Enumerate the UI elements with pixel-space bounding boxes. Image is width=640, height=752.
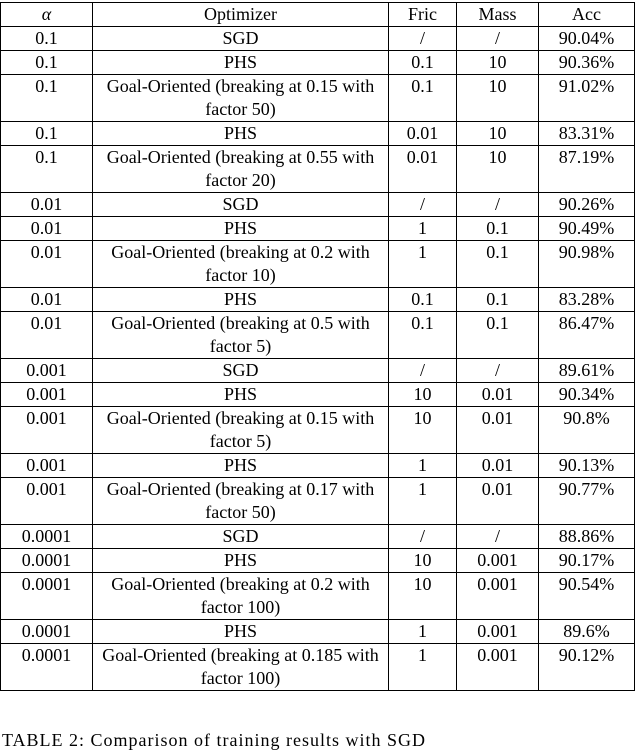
- cell-alpha: 0.01: [1, 241, 93, 288]
- cell-mass: /: [457, 193, 539, 217]
- cell-alpha: 0.001: [1, 383, 93, 407]
- cell-mass: 0.1: [457, 217, 539, 241]
- cell-optimizer: Goal-Oriented (breaking at 0.2 with factor 100): [93, 573, 389, 620]
- cell-alpha: 0.1: [1, 122, 93, 146]
- table-row: [1, 549, 635, 573]
- cell-acc: 90.12%: [539, 644, 635, 691]
- cell-mass: /: [457, 27, 539, 51]
- header-mass: Mass: [457, 3, 539, 27]
- cell-acc: 86.47%: [539, 312, 635, 359]
- cell-alpha: 0.1: [1, 27, 93, 51]
- cell-optimizer: PHS: [93, 288, 389, 312]
- cell-acc: 83.31%: [539, 122, 635, 146]
- cell-acc: 90.26%: [539, 193, 635, 217]
- cell-acc: 90.8%: [539, 407, 635, 454]
- cell-optimizer: Goal-Oriented (breaking at 0.15 with factor 5): [93, 407, 389, 454]
- cell-alpha: 0.1: [1, 75, 93, 122]
- cell-alpha: 0.01: [1, 193, 93, 217]
- cell-acc: 90.36%: [539, 51, 635, 75]
- cell-fric: 1: [389, 644, 457, 691]
- cell-alpha: 0.0001: [1, 620, 93, 644]
- cell-mass: /: [457, 525, 539, 549]
- table-row: [1, 359, 635, 383]
- cell-acc: 90.98%: [539, 241, 635, 288]
- cell-fric: 0.01: [389, 122, 457, 146]
- table-row: [1, 644, 635, 691]
- cell-mass: /: [457, 359, 539, 383]
- cell-mass: 10: [457, 122, 539, 146]
- cell-alpha: 0.001: [1, 359, 93, 383]
- cell-mass: 0.001: [457, 573, 539, 620]
- cell-fric: 0.01: [389, 146, 457, 193]
- cell-fric: 0.1: [389, 75, 457, 122]
- cell-alpha: 0.1: [1, 51, 93, 75]
- table-row: [1, 407, 635, 454]
- cell-fric: /: [389, 359, 457, 383]
- cell-acc: 90.77%: [539, 478, 635, 525]
- cell-fric: 1: [389, 478, 457, 525]
- cell-acc: 91.02%: [539, 75, 635, 122]
- table-row: [1, 288, 635, 312]
- cell-fric: 10: [389, 407, 457, 454]
- cell-fric: 0.1: [389, 288, 457, 312]
- cell-mass: 0.01: [457, 478, 539, 525]
- table-row: [1, 383, 635, 407]
- cell-acc: 90.13%: [539, 454, 635, 478]
- cell-optimizer: PHS: [93, 454, 389, 478]
- table-row: [1, 241, 635, 288]
- cell-fric: /: [389, 193, 457, 217]
- cell-fric: 1: [389, 241, 457, 288]
- cell-alpha: 0.1: [1, 146, 93, 193]
- table-row: [1, 573, 635, 620]
- table-row: [1, 312, 635, 359]
- cell-optimizer: Goal-Oriented (breaking at 0.185 with factor 100): [93, 644, 389, 691]
- cell-alpha: 0.0001: [1, 644, 93, 691]
- cell-fric: 0.1: [389, 312, 457, 359]
- cell-fric: 0.1: [389, 51, 457, 75]
- cell-optimizer: Goal-Oriented (breaking at 0.2 with factor 10): [93, 241, 389, 288]
- cell-alpha: 0.01: [1, 288, 93, 312]
- cell-optimizer: SGD: [93, 193, 389, 217]
- table-row: [1, 478, 635, 525]
- table-row: [1, 122, 635, 146]
- cell-acc: 89.6%: [539, 620, 635, 644]
- cell-acc: 89.61%: [539, 359, 635, 383]
- table-row: [1, 193, 635, 217]
- table-row: [1, 27, 635, 51]
- cell-optimizer: PHS: [93, 122, 389, 146]
- cell-optimizer: SGD: [93, 359, 389, 383]
- table-row: [1, 217, 635, 241]
- table-row: [1, 454, 635, 478]
- cell-mass: 0.01: [457, 383, 539, 407]
- cell-optimizer: Goal-Oriented (breaking at 0.55 with factor 20): [93, 146, 389, 193]
- cell-mass: 10: [457, 75, 539, 122]
- cell-alpha: 0.01: [1, 312, 93, 359]
- cell-alpha: 0.001: [1, 478, 93, 525]
- cell-optimizer: PHS: [93, 51, 389, 75]
- cell-acc: 88.86%: [539, 525, 635, 549]
- table-body: [1, 27, 635, 691]
- cell-acc: 83.28%: [539, 288, 635, 312]
- table-row: [1, 75, 635, 122]
- table-caption: TABLE 2: Comparison of training results with SGD: [2, 730, 427, 750]
- cell-fric: 1: [389, 217, 457, 241]
- header-alpha: α: [1, 3, 93, 27]
- cell-fric: 10: [389, 383, 457, 407]
- table-row: [1, 146, 635, 193]
- cell-mass: 0.001: [457, 644, 539, 691]
- cell-optimizer: Goal-Oriented (breaking at 0.15 with factor 50): [93, 75, 389, 122]
- cell-acc: 90.54%: [539, 573, 635, 620]
- cell-mass: 0.001: [457, 620, 539, 644]
- cell-fric: /: [389, 27, 457, 51]
- cell-mass: 0.01: [457, 454, 539, 478]
- cell-optimizer: PHS: [93, 549, 389, 573]
- cell-mass: 0.1: [457, 241, 539, 288]
- table-row: [1, 525, 635, 549]
- cell-acc: 87.19%: [539, 146, 635, 193]
- cell-mass: 0.001: [457, 549, 539, 573]
- cell-fric: 10: [389, 573, 457, 620]
- cell-acc: 90.49%: [539, 217, 635, 241]
- results-table: [0, 2, 635, 691]
- cell-alpha: 0.01: [1, 217, 93, 241]
- cell-fric: 1: [389, 454, 457, 478]
- cell-fric: /: [389, 525, 457, 549]
- cell-optimizer: Goal-Oriented (breaking at 0.5 with factor 5): [93, 312, 389, 359]
- cell-alpha: 0.0001: [1, 549, 93, 573]
- cell-mass: 0.1: [457, 312, 539, 359]
- cell-mass: 0.01: [457, 407, 539, 454]
- header-optimizer: Optimizer: [93, 3, 389, 27]
- cell-acc: 90.04%: [539, 27, 635, 51]
- table-row: [1, 620, 635, 644]
- header-row: [1, 3, 635, 27]
- cell-fric: 1: [389, 620, 457, 644]
- cell-optimizer: PHS: [93, 620, 389, 644]
- cell-optimizer: PHS: [93, 217, 389, 241]
- cell-acc: 90.17%: [539, 549, 635, 573]
- cell-alpha: 0.0001: [1, 573, 93, 620]
- cell-optimizer: SGD: [93, 27, 389, 51]
- cell-alpha: 0.001: [1, 407, 93, 454]
- cell-alpha: 0.001: [1, 454, 93, 478]
- cell-mass: 10: [457, 146, 539, 193]
- cell-mass: 10: [457, 51, 539, 75]
- cell-optimizer: SGD: [93, 525, 389, 549]
- header-fric: Fric: [389, 3, 457, 27]
- cell-acc: 90.34%: [539, 383, 635, 407]
- cell-alpha: 0.0001: [1, 525, 93, 549]
- cell-mass: 0.1: [457, 288, 539, 312]
- table-row: [1, 51, 635, 75]
- cell-optimizer: PHS: [93, 383, 389, 407]
- header-acc: Acc: [539, 3, 635, 27]
- cell-fric: 10: [389, 549, 457, 573]
- cell-optimizer: Goal-Oriented (breaking at 0.17 with factor 50): [93, 478, 389, 525]
